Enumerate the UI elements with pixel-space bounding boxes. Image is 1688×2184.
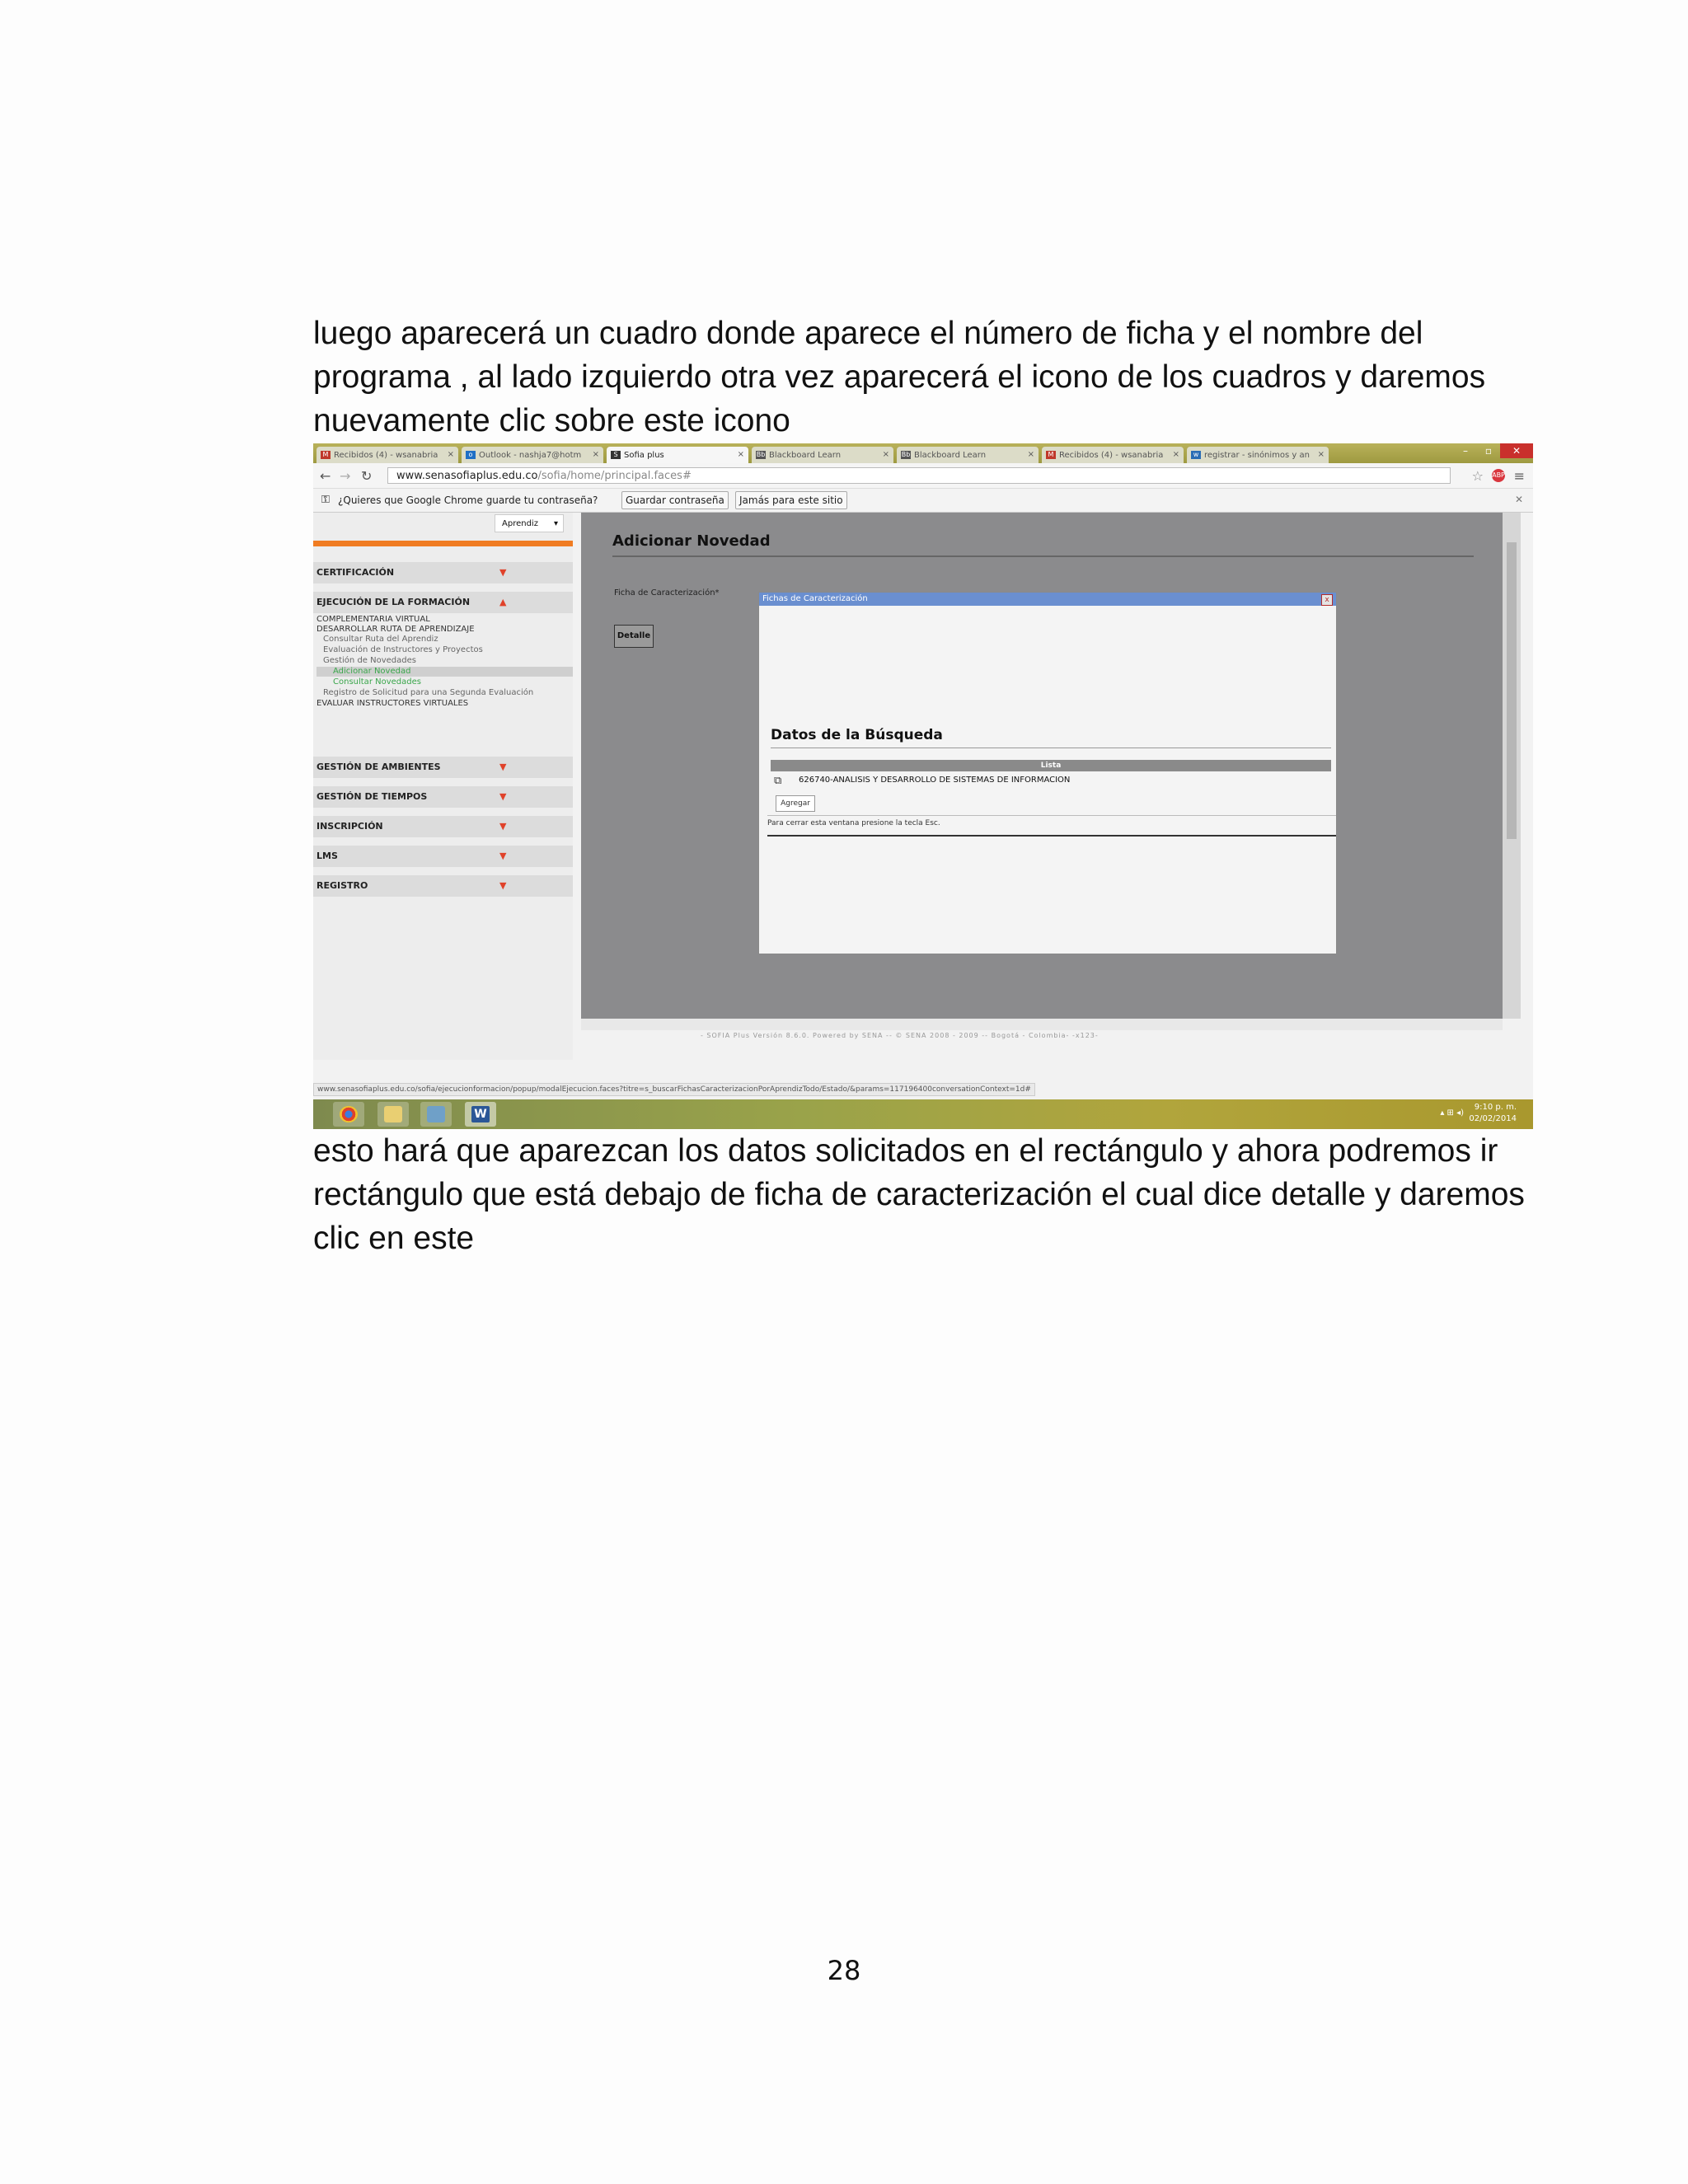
- browser-screenshot: [313, 443, 1533, 1129]
- status-bar-url: www.senasofiaplus.edu.co/sofia/ejecucionformacion/popup/modalEjecucion.faces?titre=s_buscarFichasCaracterizacionPorAprendizTodo/Estado/&params=117196400conversationContext=1d#: [313, 1083, 1035, 1096]
- close-tab-icon[interactable]: ×: [737, 450, 744, 459]
- menu-lms[interactable]: [313, 846, 573, 867]
- save-password-button[interactable]: Guardar contraseña: [621, 491, 729, 509]
- submenu-segunda-evaluacion[interactable]: Registro de Solicitud para una Segunda Evaluación: [323, 688, 534, 697]
- popup-title: Fichas de Caracterización: [759, 593, 1336, 606]
- popup-bottom-rule: [767, 835, 1336, 837]
- paragraph-instruction: esto hará que aparezcan los datos solicitados en el rectángulo y ahora podremos ir rectángulo que está debajo de ficha de caracterización el cual dice detalle y daremos clic en este: [313, 1133, 1525, 1256]
- expand-arrow-icon: ▼: [499, 791, 507, 802]
- tab-blackboard-1[interactable]: [752, 447, 893, 463]
- expand-arrow-icon: ▼: [499, 851, 507, 861]
- back-icon[interactable]: ←: [320, 468, 331, 484]
- role-value: Aprendiz: [502, 519, 538, 528]
- tab-gmail-2[interactable]: [1042, 447, 1184, 463]
- role-select[interactable]: [495, 514, 564, 532]
- sofia-icon: S: [611, 451, 621, 459]
- select-squares-icon[interactable]: ⧉: [774, 775, 782, 787]
- popup-close-icon[interactable]: x: [1321, 594, 1333, 606]
- chevron-down-icon: ▾: [553, 519, 558, 528]
- gmail-icon: M: [321, 451, 331, 459]
- chrome-menu-icon[interactable]: ≡: [1513, 468, 1525, 484]
- menu-gestion-tiempos[interactable]: [313, 786, 573, 808]
- menu-label: GESTIÓN DE AMBIENTES: [316, 762, 441, 772]
- window-controls: [1454, 443, 1533, 460]
- collapse-arrow-icon: ▲: [499, 597, 507, 607]
- never-save-button[interactable]: Jamás para este sitio: [735, 491, 847, 509]
- blackboard-icon: Bb: [901, 451, 911, 458]
- expand-arrow-icon: ▼: [499, 821, 507, 832]
- datos-busqueda-title: Datos de la Búsqueda: [771, 727, 943, 743]
- wordreference-icon: w: [1191, 451, 1201, 459]
- minimize-icon[interactable]: –: [1463, 445, 1468, 457]
- menu-inscripcion[interactable]: [313, 816, 573, 837]
- detalle-button[interactable]: Detalle: [614, 625, 654, 648]
- system-tray-icons[interactable]: ▴ ⊞ ◂): [1440, 1108, 1464, 1118]
- tab-label: Blackboard Learn: [769, 450, 842, 460]
- close-tab-icon[interactable]: ×: [882, 450, 889, 459]
- menu-label: REGISTRO: [316, 880, 368, 891]
- tab-sofia-plus[interactable]: [607, 447, 748, 463]
- tab-label: Outlook - nashja7@hotm: [479, 450, 582, 460]
- ficha-label: Ficha de Caracterización*: [614, 588, 720, 598]
- menu-label: GESTIÓN DE TIEMPOS: [316, 791, 428, 802]
- submenu-gestion-novedades[interactable]: Gestión de Novedades: [323, 656, 416, 665]
- address-bar-row: [313, 463, 1533, 489]
- tab-label: Sofia plus: [624, 450, 664, 460]
- esc-hint: Para cerrar esta ventana presione la tecla Esc.: [767, 819, 940, 827]
- lista-header: Lista: [771, 760, 1331, 771]
- fichas-popup: [758, 592, 1337, 954]
- tab-label: Recibidos (4) - wsanabria: [334, 450, 438, 460]
- forward-icon[interactable]: →: [340, 468, 351, 484]
- password-infobar: [313, 489, 1533, 513]
- tab-label: registrar - sinónimos y an: [1204, 450, 1310, 460]
- ficha-result-row: 626740-ANALISIS Y DESARROLLO DE SISTEMAS DE INFORMACION: [799, 776, 1071, 785]
- restore-icon[interactable]: ▫: [1484, 445, 1493, 457]
- popup-separator: [767, 815, 1336, 816]
- submenu-consultar-ruta[interactable]: Consultar Ruta del Aprendiz: [323, 635, 438, 644]
- file-explorer-icon[interactable]: [377, 1102, 409, 1127]
- word-taskbar-icon[interactable]: W: [465, 1102, 496, 1127]
- sidebar: [313, 513, 573, 1060]
- menu-label: INSCRIPCIÓN: [316, 821, 383, 832]
- windows-taskbar: [313, 1099, 1533, 1129]
- expand-arrow-icon: ▼: [499, 880, 507, 891]
- submenu-evaluar-instructores[interactable]: EVALUAR INSTRUCTORES VIRTUALES: [316, 699, 469, 708]
- tab-blackboard-2[interactable]: [897, 447, 1039, 463]
- close-tab-icon[interactable]: ×: [1027, 450, 1034, 459]
- url-host: www.senasofiaplus.edu.co: [396, 470, 538, 482]
- submenu-desarrollar-ruta[interactable]: DESARROLLAR RUTA DE APRENDIZAJE: [316, 625, 475, 634]
- page-footer: - SOFIA Plus Versión 8.6.0. Powered by SENA -- © SENA 2008 - 2009 -- Bogotá - Colombia- -x123-: [701, 1032, 1099, 1039]
- menu-label: EJECUCIÓN DE LA FORMACIÓN: [316, 597, 471, 607]
- submenu-consultar-novedades[interactable]: Consultar Novedades: [333, 677, 421, 687]
- submenu-adicionar-novedad[interactable]: Adicionar Novedad: [333, 667, 411, 676]
- horizontal-scrollbar[interactable]: [581, 1019, 1503, 1030]
- tab-outlook[interactable]: [462, 447, 603, 463]
- taskbar-clock[interactable]: [1469, 1102, 1517, 1125]
- tab-gmail-1[interactable]: [316, 447, 458, 463]
- clock-time: 9:10 p. m.: [1474, 1103, 1517, 1112]
- orange-divider: [313, 541, 573, 546]
- tab-wordreference[interactable]: [1187, 447, 1329, 463]
- close-tab-icon[interactable]: ×: [447, 450, 454, 459]
- page-number: 28: [827, 1955, 861, 1986]
- close-window-icon[interactable]: ✕: [1500, 443, 1533, 458]
- url-input[interactable]: [387, 467, 1451, 484]
- outlook-icon: o: [466, 451, 476, 459]
- close-tab-icon[interactable]: ×: [592, 450, 599, 459]
- tab-label: Blackboard Learn: [914, 450, 987, 460]
- tab-label: Recibidos (4) - wsanabria: [1059, 450, 1164, 460]
- close-tab-icon[interactable]: ×: [1317, 450, 1325, 459]
- clock-date: 02/02/2014: [1469, 1114, 1517, 1123]
- paragraph-intro: luego aparecerá un cuadro donde aparece el número de ficha y el nombre del programa , al lado izquierdo otra vez aparecerá el icono de los cuadros y daremos nuevamente clic sobre este icono: [313, 316, 1486, 438]
- submenu-evaluacion-instructores[interactable]: Evaluación de Instructores y Proyectos: [323, 645, 483, 654]
- menu-gestion-ambientes[interactable]: [313, 757, 573, 778]
- menu-ejecucion-formacion[interactable]: [313, 592, 573, 613]
- scrollbar-thumb[interactable]: [1507, 542, 1517, 839]
- title-divider: [612, 555, 1474, 557]
- gmail-icon: M: [1046, 451, 1056, 459]
- app-taskbar-icon[interactable]: [420, 1102, 452, 1127]
- menu-registro[interactable]: [313, 875, 573, 897]
- chrome-taskbar-icon[interactable]: [333, 1102, 364, 1127]
- menu-label: LMS: [316, 851, 338, 861]
- menu-label: CERTIFICACIÓN: [316, 567, 395, 578]
- tab-strip: [313, 443, 1533, 463]
- blackboard-icon: Bb: [756, 451, 766, 458]
- expand-arrow-icon: ▼: [499, 762, 507, 772]
- menu-certificacion[interactable]: [313, 562, 573, 583]
- url-path: /sofia/home/principal.faces#: [537, 470, 692, 482]
- expand-arrow-icon: ▼: [499, 567, 507, 578]
- adblock-icon[interactable]: ABP: [1492, 469, 1505, 482]
- page-title: Adicionar Novedad: [612, 532, 771, 550]
- submenu-complementaria-virtual[interactable]: COMPLEMENTARIA VIRTUAL: [316, 615, 430, 624]
- close-tab-icon[interactable]: ×: [1172, 450, 1179, 459]
- bookmark-star-icon[interactable]: ☆: [1471, 468, 1484, 484]
- password-prompt: ¿Quieres que Google Chrome guarde tu contraseña?: [338, 494, 598, 506]
- close-infobar-icon[interactable]: ✕: [1514, 494, 1523, 505]
- reload-icon[interactable]: ↻: [361, 468, 373, 484]
- agregar-button[interactable]: Agregar: [776, 795, 815, 812]
- key-icon: ⚿: [321, 494, 330, 506]
